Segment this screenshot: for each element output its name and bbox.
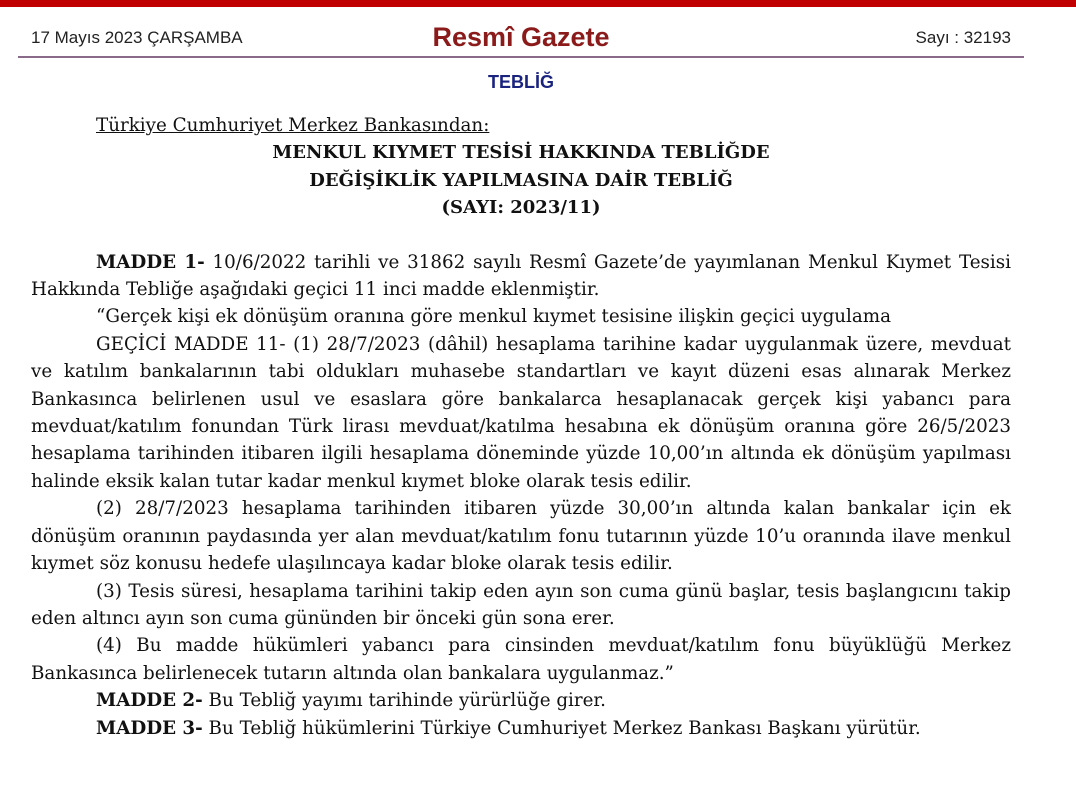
document-title-line-3: (SAYI: 2023/11) [441,197,601,219]
article-2 [31,687,1011,714]
article-3-text: Bu Tebliğ hükümlerini Türkiye Cumhuriyet Merkez Bankası Başkanı yürütür. [202,717,921,739]
article-3 [31,715,1011,742]
publication-date: 17 Mayıs 2023 ÇARŞAMBA [31,28,243,47]
article-1 [31,249,1011,304]
gazette-header [18,20,1024,58]
document-title-line-2: DEĞİŞİKLİK YAPILMASINA DAİR TEBLİĞ [309,169,733,191]
article-3-label: MADDE 3- [96,717,203,739]
issue-number: Sayı : 32193 [915,28,1011,47]
gazette-title: Resmî Gazete [432,22,610,52]
top-accent-bar [0,0,1076,7]
section-label: TEBLİĞ [488,72,554,92]
article-2-label: MADDE 2- [96,690,203,712]
quote-heading: “Gerçek kişi ek dönüşüm oranına göre menkul kıymet tesisine ilişkin geçici uygulama [96,306,892,328]
document-body [31,112,1011,742]
provisional-article-paragraph-4: (4) Bu madde hükümleri yabancı para cinsinden mevduat/katılım fonu büyüklüğü Merkez Bankasınca belirlenecek tutarın altında olan bankalara uygulanmaz.” [31,635,1011,684]
article-2-text: Bu Tebliğ yayımı tarihinde yürürlüğe girer. [202,690,606,712]
document-title-line-1: MENKUL KIYMET TESİSİ HAKKINDA TEBLİĞDE [272,142,770,164]
issuer-line: Türkiye Cumhuriyet Merkez Bankasından: [96,115,490,136]
provisional-article-paragraph-3: (3) Tesis süresi, hesaplama tarihini takip eden ayın son cuma günü başlar, tesis başlangıcını takip eden altıncı ayın son cuma gününden bir önceki gün sona erer. [31,580,1011,629]
article-1-text: 10/6/2022 tarihli ve 31862 sayılı Resmî Gazete’de yayımlanan Menkul Kıymet Tesisi Hakkında Tebliğe aşağıdaki geçici 11 inci madde eklenmiştir. [31,251,1012,301]
article-1-label: MADDE 1- [96,251,205,273]
provisional-article-paragraph-1: GEÇİCİ MADDE 11- (1) 28/7/2023 (dâhil) hesaplama tarihine kadar uygulanmak üzere, mevduat ve katılım bankalarının tabi oldukları muhasebe standartları ve kayıt düzeni esas alınarak Merkez Bankasınca belirlenen usul ve esaslara göre bankalarca hesaplanacak gerçek kişi yabancı para mevduat/katılım fonundan Türk lirası mevduat/katılma hesabına ek dönüşüm oranına göre 26/5/2023 hesaplama tarihinden itibaren ilgili hesaplama döneminde yüzde 10,00’ın altında ek dönüşüm yapılması halinde eksik kalan tutar kadar menkul kıymet bloke olarak tesis edilir. [31,333,1011,492]
spacer [31,222,1011,249]
provisional-article-paragraph-2: (2) 28/7/2023 hesaplama tarihinden itibaren yüzde 30,00’ın altında kalan bankalar için ek dönüşüm oranının paydasında yer alan mevduat/katılım fonu tutarının yüzde 10’u oranında ilave menkul kıymet söz konusu hedefe ulaşılıncaya kadar bloke olarak tesis edilir. [31,498,1011,575]
